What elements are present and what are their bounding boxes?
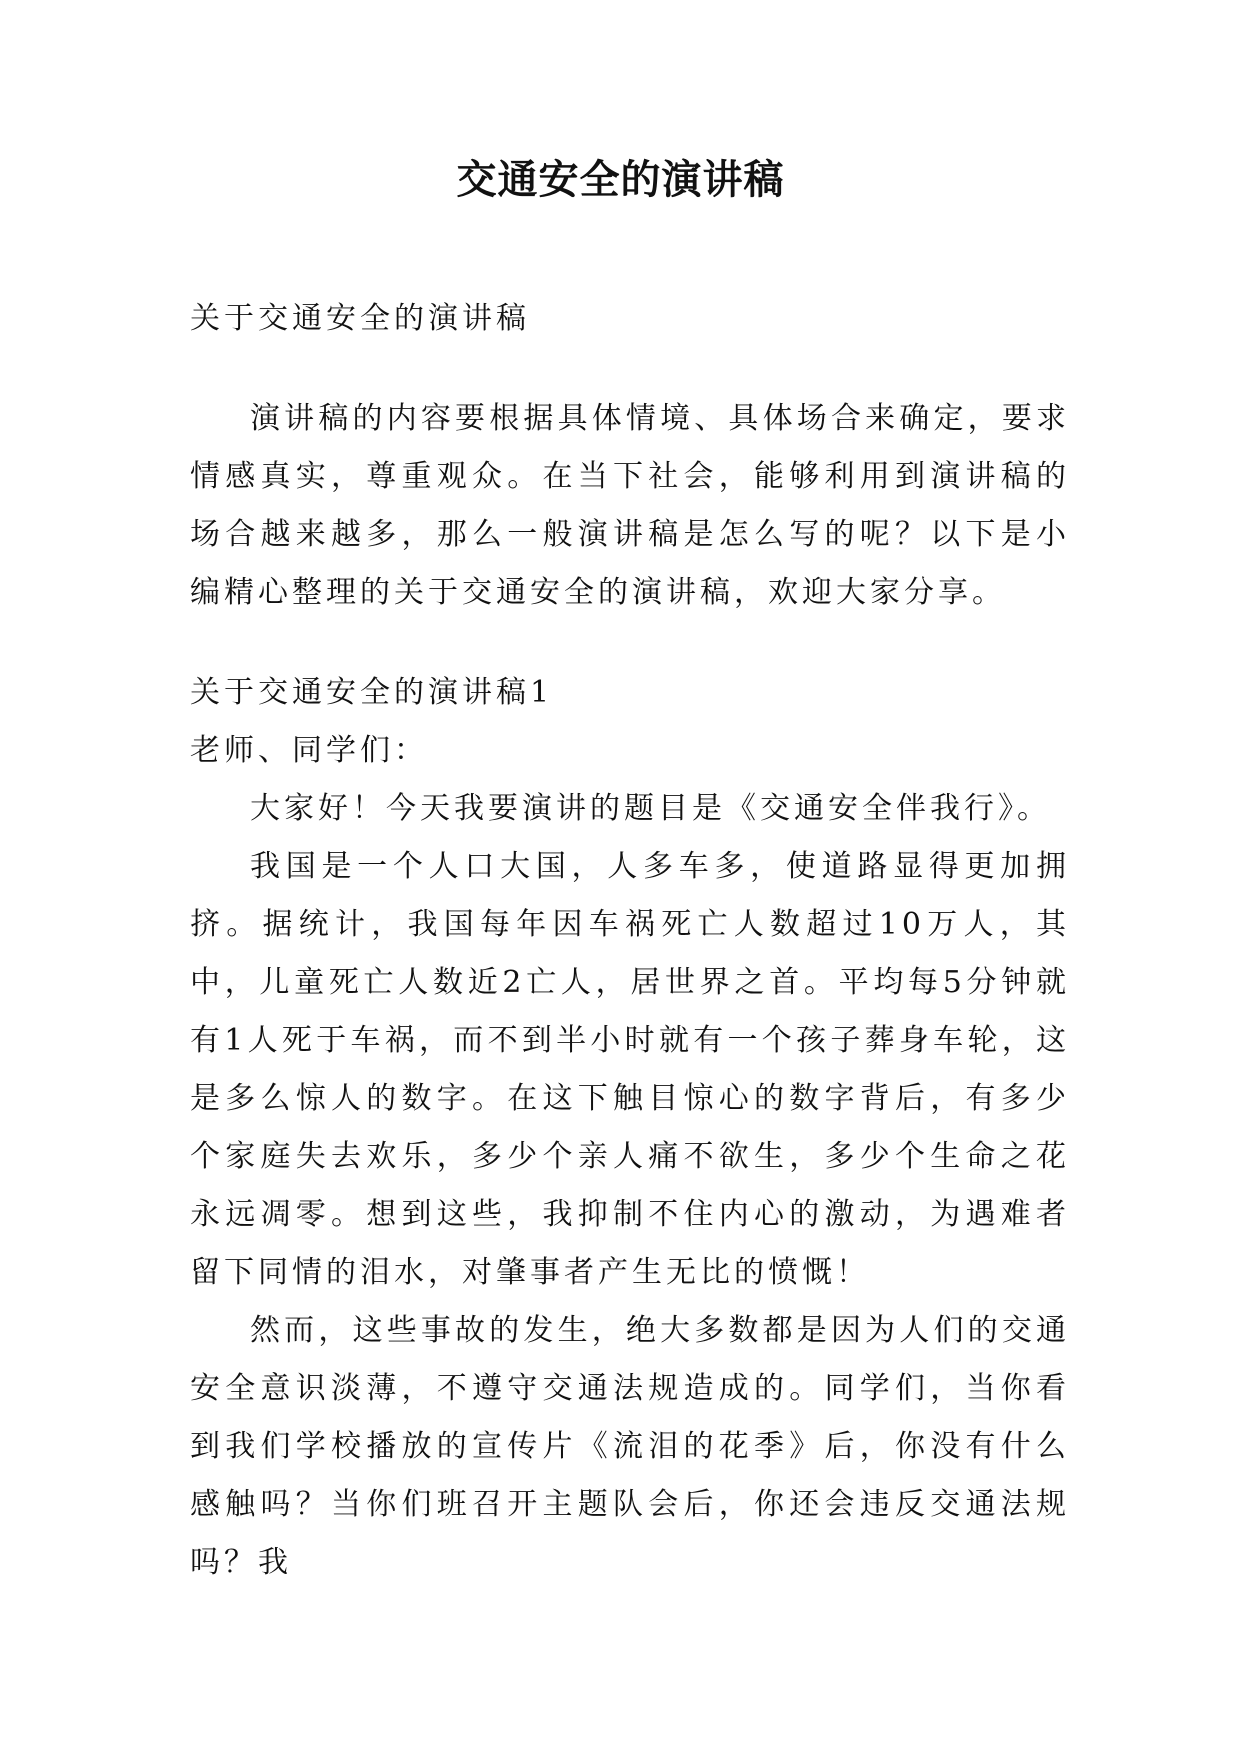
document-body	[190, 290, 1070, 1592]
statistics-paragraph: 我国是一个人口大国，人多车多，使道路显得更加拥挤。据统计，我国每年因车祸死亡人数超过10万人，其中，儿童死亡人数近2亡人，居世界之首。平均每5分钟就有1人死于车祸，而不到半小时就有一个孩子葬身车轮，这是多么惊人的数字。在这下触目惊心的数字背后，有多少个家庭失去欢乐，多少个亲人痛不欲生，多少个生命之花永远凋零。想到这些，我抑制不住内心的激动，为遇难者留下同情的泪水，对肇事者产生无比的愤慨！	[190, 849, 1070, 1290]
document-title: 交通安全的演讲稿	[456, 156, 785, 203]
subtitle-paragraph: 关于交通安全的演讲稿	[190, 301, 530, 336]
salutation: 老师、同学们：	[190, 733, 428, 768]
section-heading: 关于交通安全的演讲稿1	[190, 675, 554, 710]
awareness-paragraph: 然而，这些事故的发生，绝大多数都是因为人们的交通安全意识淡薄，不遵守交通法规造成的。同学们，当你看到我们学校播放的宣传片《流泪的花季》后，你没有什么感触吗？当你们班召开主题队会后，你还会违反交通法规吗？我	[190, 1313, 1070, 1580]
intro-paragraph: 演讲稿的内容要根据具体情境、具体场合来确定，要求情感真实，尊重观众。在当下社会，能够利用到演讲稿的场合越来越多，那么一般演讲稿是怎么写的呢？以下是小编精心整理的关于交通安全的演讲稿，欢迎大家分享。	[190, 401, 1070, 610]
greeting-paragraph: 大家好！今天我要演讲的题目是《交通安全伴我行》。	[250, 791, 1051, 826]
